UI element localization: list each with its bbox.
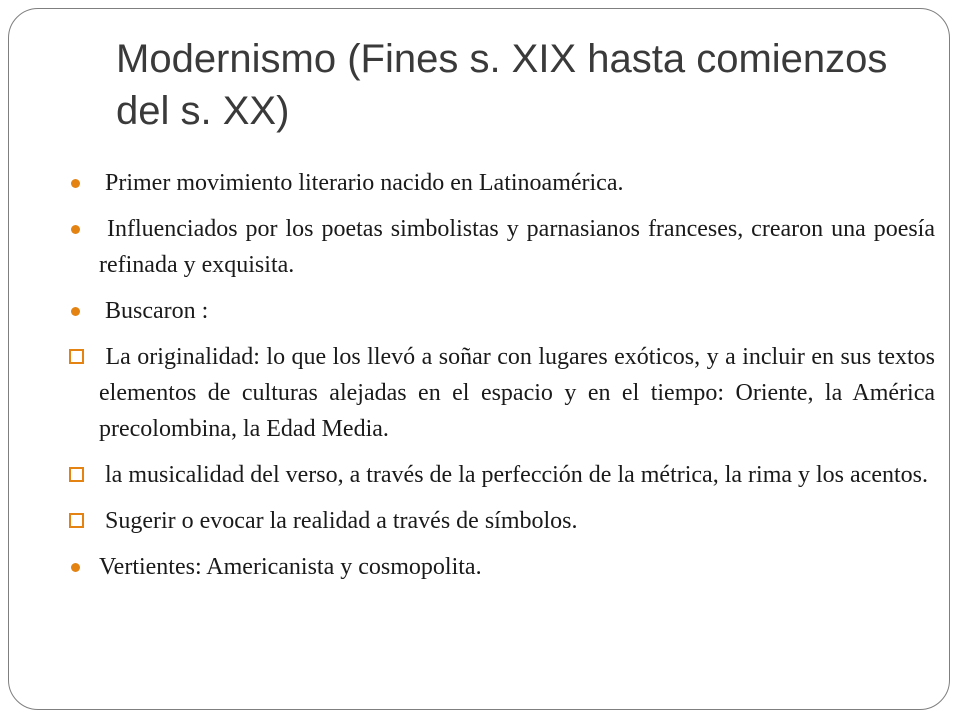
checkbox-bullet-icon: [67, 503, 99, 539]
list-item-text: Influenciados por los poetas simbolistas y parnasianos franceses, crearon una poesía refinada y exquisita.: [99, 216, 942, 278]
list-item-text: la musicalidad del verso, a través de la perfección de la métrica, la rima y los acentos.: [99, 462, 928, 488]
checkbox-bullet-icon: [67, 339, 99, 375]
dot-bullet-icon: [67, 549, 99, 585]
list-item: [67, 503, 935, 539]
list-item-text: La originalidad: lo que los llevó a soñar con lugares exóticos, y a incluir en sus textos elementos de culturas alejadas en el espacio y en el tiempo: Oriente, la América precolombina, la Edad Media.: [99, 344, 941, 442]
list-item-text: Sugerir o evocar la realidad a través de símbolos.: [99, 508, 578, 534]
list-item: [67, 339, 941, 447]
list-item-text: Primer movimiento literario nacido en Latinoamérica.: [99, 170, 624, 196]
checkbox-bullet-icon: [67, 457, 99, 493]
dot-bullet-icon: [67, 211, 99, 247]
list-item-text: Buscaron :: [99, 298, 209, 324]
list-item-text: Vertientes: Americanista y cosmopolita.: [99, 554, 482, 580]
slide-frame: [8, 8, 950, 710]
dot-bullet-icon: [67, 293, 99, 329]
list-item: [67, 211, 942, 283]
list-item: [67, 293, 935, 329]
dot-bullet-icon: [67, 165, 99, 201]
list-item: [67, 457, 935, 493]
bullet-list: [67, 165, 942, 595]
slide-title: Modernismo (Fines s. XIX hasta comienzos del s. XX): [116, 37, 888, 133]
list-item: [67, 165, 935, 201]
list-item: [67, 549, 935, 585]
